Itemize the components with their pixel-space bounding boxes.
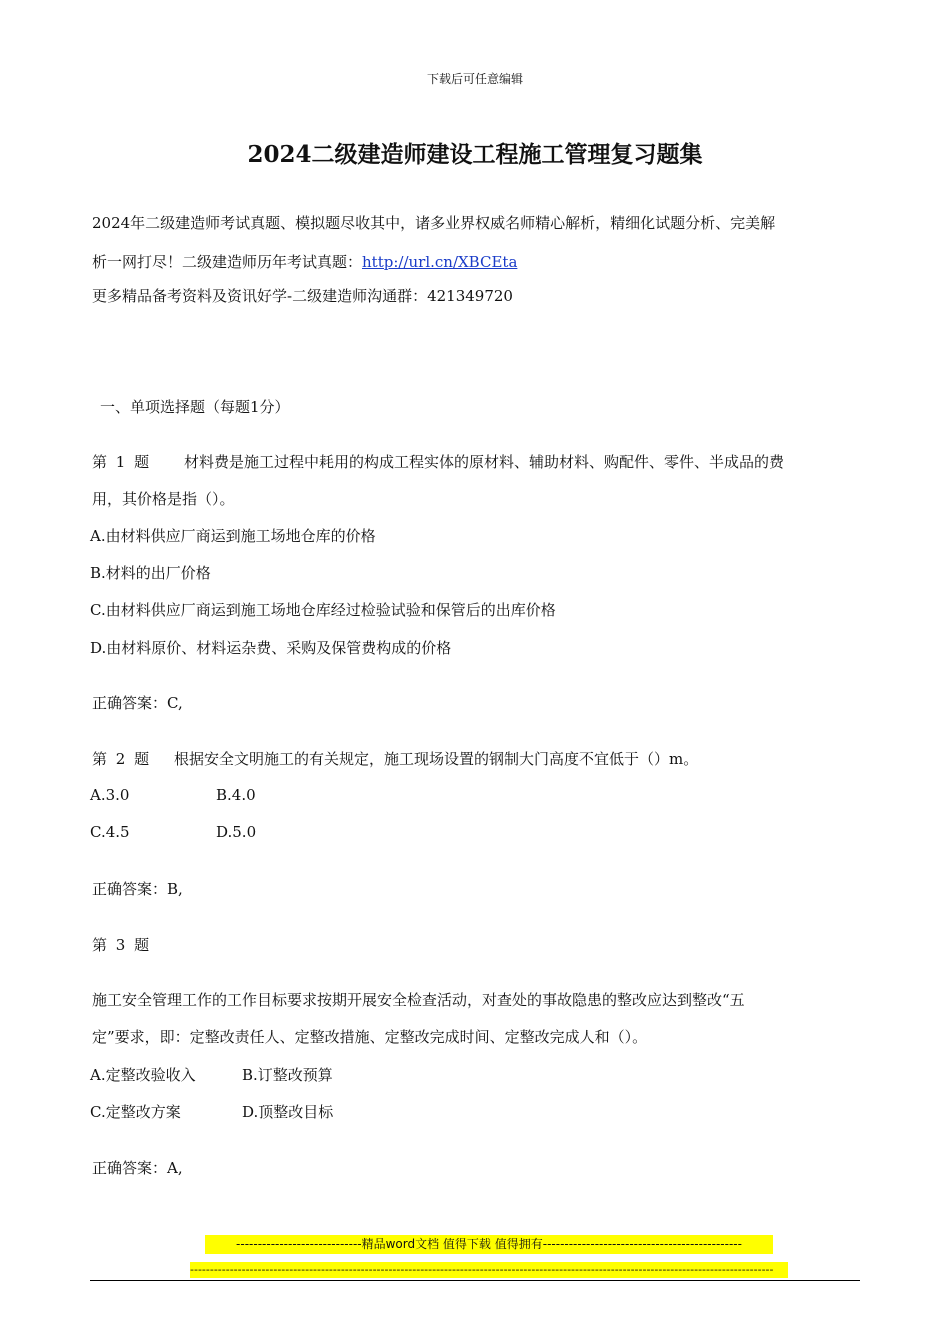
question-2-options-row-2	[90, 823, 256, 841]
question-1-option-d: D.由材料原价、材料运杂费、采购及保管费构成的价格	[90, 639, 452, 657]
question-3-option-c: C.定整改方案	[90, 1103, 181, 1121]
question-3-stem-line-1: 施工安全管理工作的工作目标要求按期开展安全检查活动，对查处的事故隐患的整改应达到整改“五	[92, 991, 745, 1009]
section-title: 一、单项选择题（每题1分）	[100, 398, 290, 416]
footer-rule	[90, 1280, 860, 1281]
question-3-number: 第 3 题	[92, 936, 152, 954]
question-1-stem	[92, 451, 784, 472]
question-3-option-d: D.顶整改目标	[242, 1103, 334, 1121]
question-3-options-row-1	[90, 1064, 333, 1085]
question-2-option-a: A.3.0	[90, 786, 130, 804]
question-1-option-b: B.材料的出厂价格	[90, 564, 211, 582]
question-2-option-c: C.4.5	[90, 823, 130, 841]
question-2-options-row-1	[90, 786, 256, 804]
intro-line-1: 2024年二级建造师考试真题、模拟题尽收其中，诸多业界权威名师精心解析，精细化试题分析、完美解	[92, 214, 776, 232]
question-1-stem-line-1: 材料费是施工过程中耗用的构成工程实体的原材料、辅助材料、购配件、零件、半成品的费	[184, 453, 785, 471]
question-3-option-b: B.订整改预算	[242, 1066, 333, 1084]
question-3-option-a: A.定整改验收入	[90, 1066, 196, 1084]
intro-line-2	[92, 251, 517, 272]
question-2-option-b: B.4.0	[216, 786, 256, 804]
question-2-option-d: D.5.0	[216, 823, 257, 841]
question-2-stem-line-1: 根据安全文明施工的有关规定，施工现场设置的钢制大门高度不宜低于（）m。	[174, 750, 699, 768]
question-3-options-row-2	[90, 1101, 333, 1122]
footer-banner: -----------------------------精品word文档 值得下载 值得拥有----------------------------------------------	[205, 1235, 773, 1254]
question-1-number: 第 1 题	[92, 453, 152, 471]
question-3-answer: 正确答案：A,	[92, 1159, 183, 1177]
intro-line-2-text: 析一网打尽！二级建造师历年考试真题：	[92, 253, 363, 271]
header-note: 下载后可任意编辑	[426, 72, 523, 86]
question-1-option-a: A.由材料供应厂商运到施工场地仓库的价格	[90, 527, 376, 545]
footer-dash-line: ---------------------------------------------------------------------------------------------------------------------------------------------------	[190, 1262, 788, 1278]
question-1-stem-line-2: 用，其价格是指（）。	[92, 490, 235, 508]
question-2-answer: 正确答案：B,	[92, 880, 183, 898]
question-3-stem-line-2: 定”要求，即：定整改责任人、定整改措施、定整改完成时间、定整改完成人和（）。	[92, 1028, 648, 1046]
question-1-option-c: C.由材料供应厂商运到施工场地仓库经过检验试验和保管后的出库价格	[90, 601, 556, 619]
question-1-answer: 正确答案：C,	[92, 694, 183, 712]
intro-line-3: 更多精品备考资料及资讯好学-二级建造师沟通群：421349720	[92, 287, 513, 305]
page-title: 2024二级建造师建设工程施工管理复习题集	[247, 141, 703, 168]
question-2-stem	[92, 748, 698, 769]
exam-link[interactable]: http://url.cn/XBCEta	[362, 253, 518, 271]
question-2-number: 第 2 题	[92, 750, 152, 768]
